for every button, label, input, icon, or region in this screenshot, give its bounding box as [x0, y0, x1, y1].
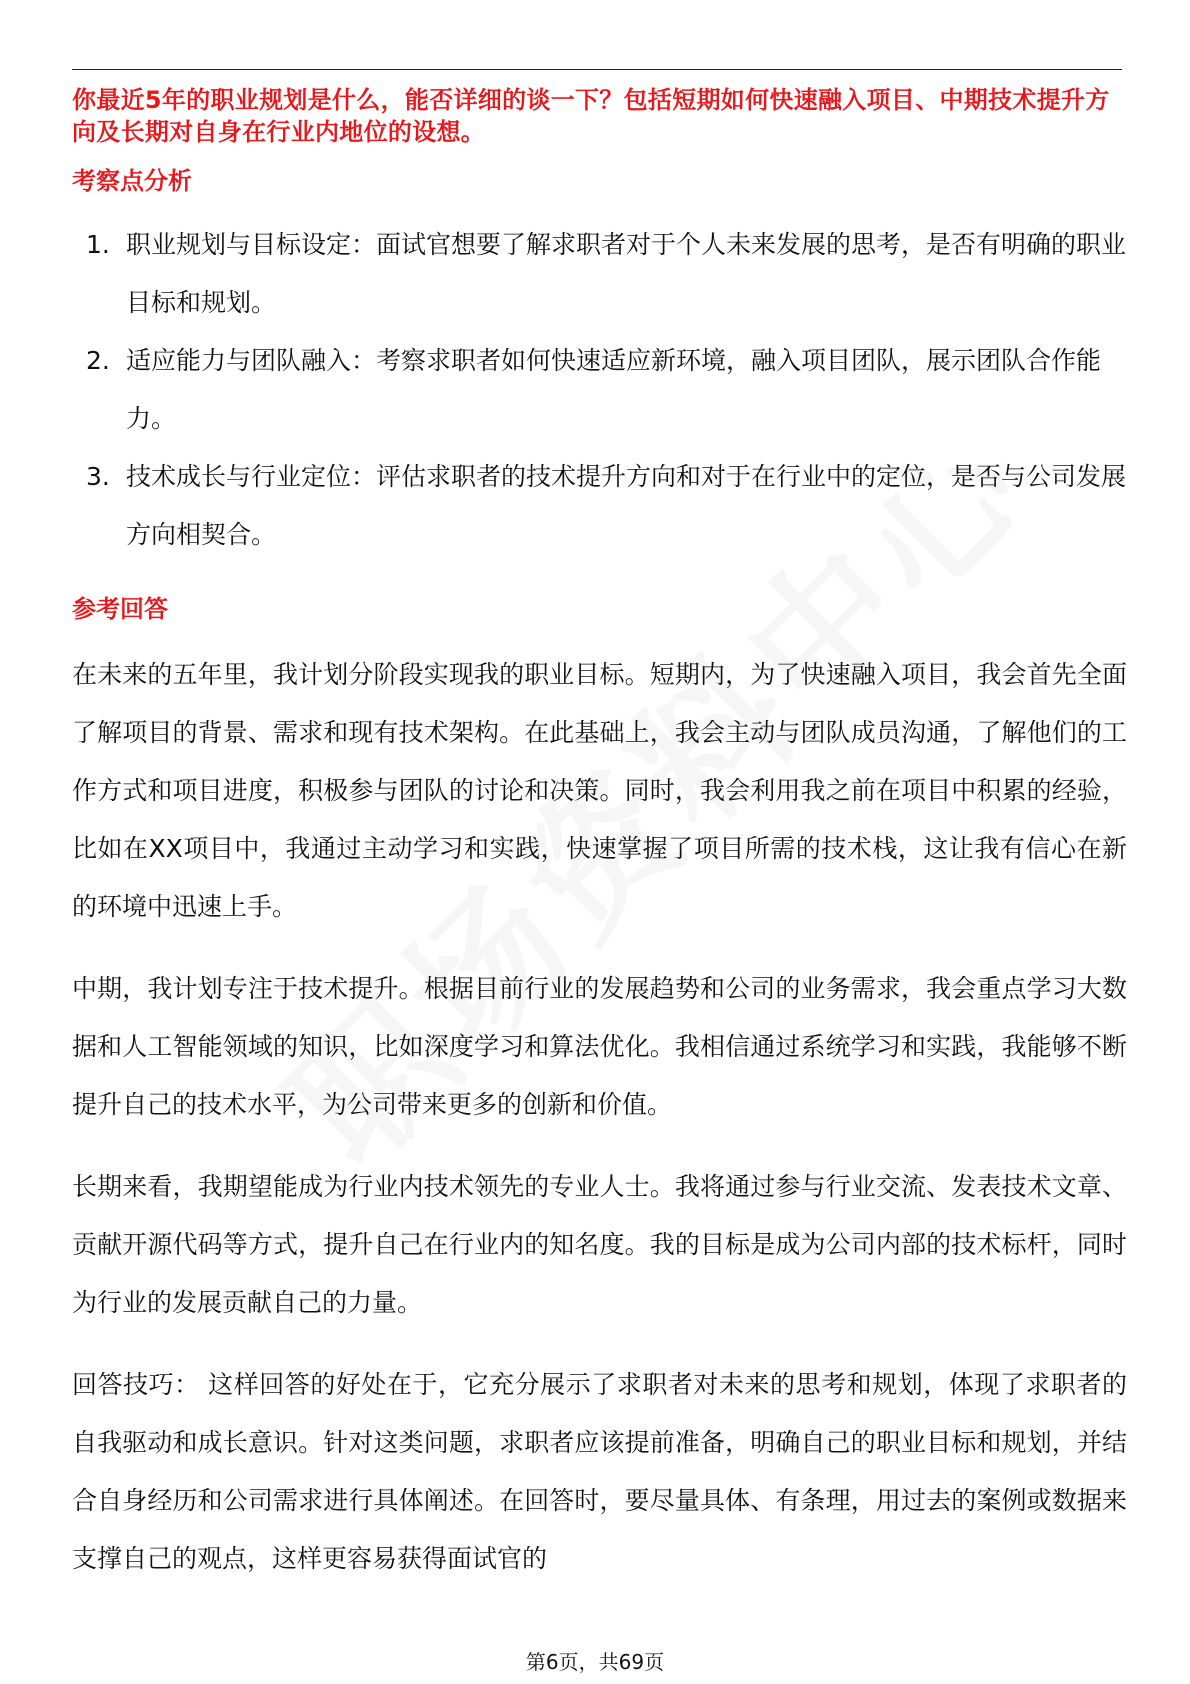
list-item-number: 1.: [86, 230, 110, 259]
list-item-number: 2.: [86, 346, 110, 375]
list-item: [72, 216, 1127, 332]
analysis-list: [72, 216, 1127, 564]
answer-paragraph-short-term: 在未来的五年里，我计划分阶段实现我的职业目标。短期内，为了快速融入项目，我会首先全面了解项目的背景、需求和现有技术架构。在此基础上，我会主动与团队成员沟通，了解他们的工作方式和项目进度，积极参与团队的讨论和决策。同时，我会利用我之前在项目中积累的经验，比如在XX项目中，我通过主动学习和实践，快速掌握了项目所需的技术栈，这让我有信心在新的环境中迅速上手。: [72, 660, 1127, 921]
list-item-text: 适应能力与团队融入：考察求职者如何快速适应新环境，融入项目团队，展示团队合作能力。: [126, 346, 1102, 433]
document-body: [72, 84, 1127, 1588]
question-title: 你最近5年的职业规划是什么，能否详细的谈一下？包括短期如何快速融入项目、中期技术提升方向及长期对自身在行业内地位的设想。: [72, 86, 1110, 146]
list-item: [72, 332, 1127, 448]
list-item-number: 3.: [86, 462, 110, 491]
list-item-text: 技术成长与行业定位：评估求职者的技术提升方向和对于在行业中的定位，是否与公司发展方向相契合。: [126, 462, 1127, 549]
answer-paragraph-long-term: 长期来看，我期望能成为行业内技术领先的专业人士。我将通过参与行业交流、发表技术文章、贡献开源代码等方式，提升自己在行业内的知名度。我的目标是成为公司内部的技术标杆，同时为行业的发展贡献自己的力量。: [72, 1172, 1127, 1317]
answer-tips-paragraph: 回答技巧： 这样回答的好处在于，它充分展示了求职者对未来的思考和规划，体现了求职者的自我驱动和成长意识。针对这类问题，求职者应该提前准备，明确自己的职业目标和规划，并结合自身经历和公司需求进行具体阐述。在回答时，要尽量具体、有条理，用过去的案例或数据来支撑自己的观点，这样更容易获得面试官的: [72, 1370, 1127, 1573]
answer-paragraph-mid-term: 中期，我计划专注于技术提升。根据目前行业的发展趋势和公司的业务需求，我会重点学习大数据和人工智能领域的知识，比如深度学习和算法优化。我相信通过系统学习和实践，我能够不断提升自己的技术水平，为公司带来更多的创新和价值。: [72, 974, 1127, 1119]
header-rule: [72, 69, 1122, 70]
page-number-footer: 第6页，共69页: [525, 1650, 665, 1674]
answer-heading: 参考回答: [72, 595, 168, 623]
analysis-heading: 考察点分析: [72, 167, 192, 195]
list-item: [72, 448, 1127, 564]
list-item-text: 职业规划与目标设定：面试官想要了解求职者对于个人未来发展的思考，是否有明确的职业目标和规划。: [126, 230, 1127, 317]
